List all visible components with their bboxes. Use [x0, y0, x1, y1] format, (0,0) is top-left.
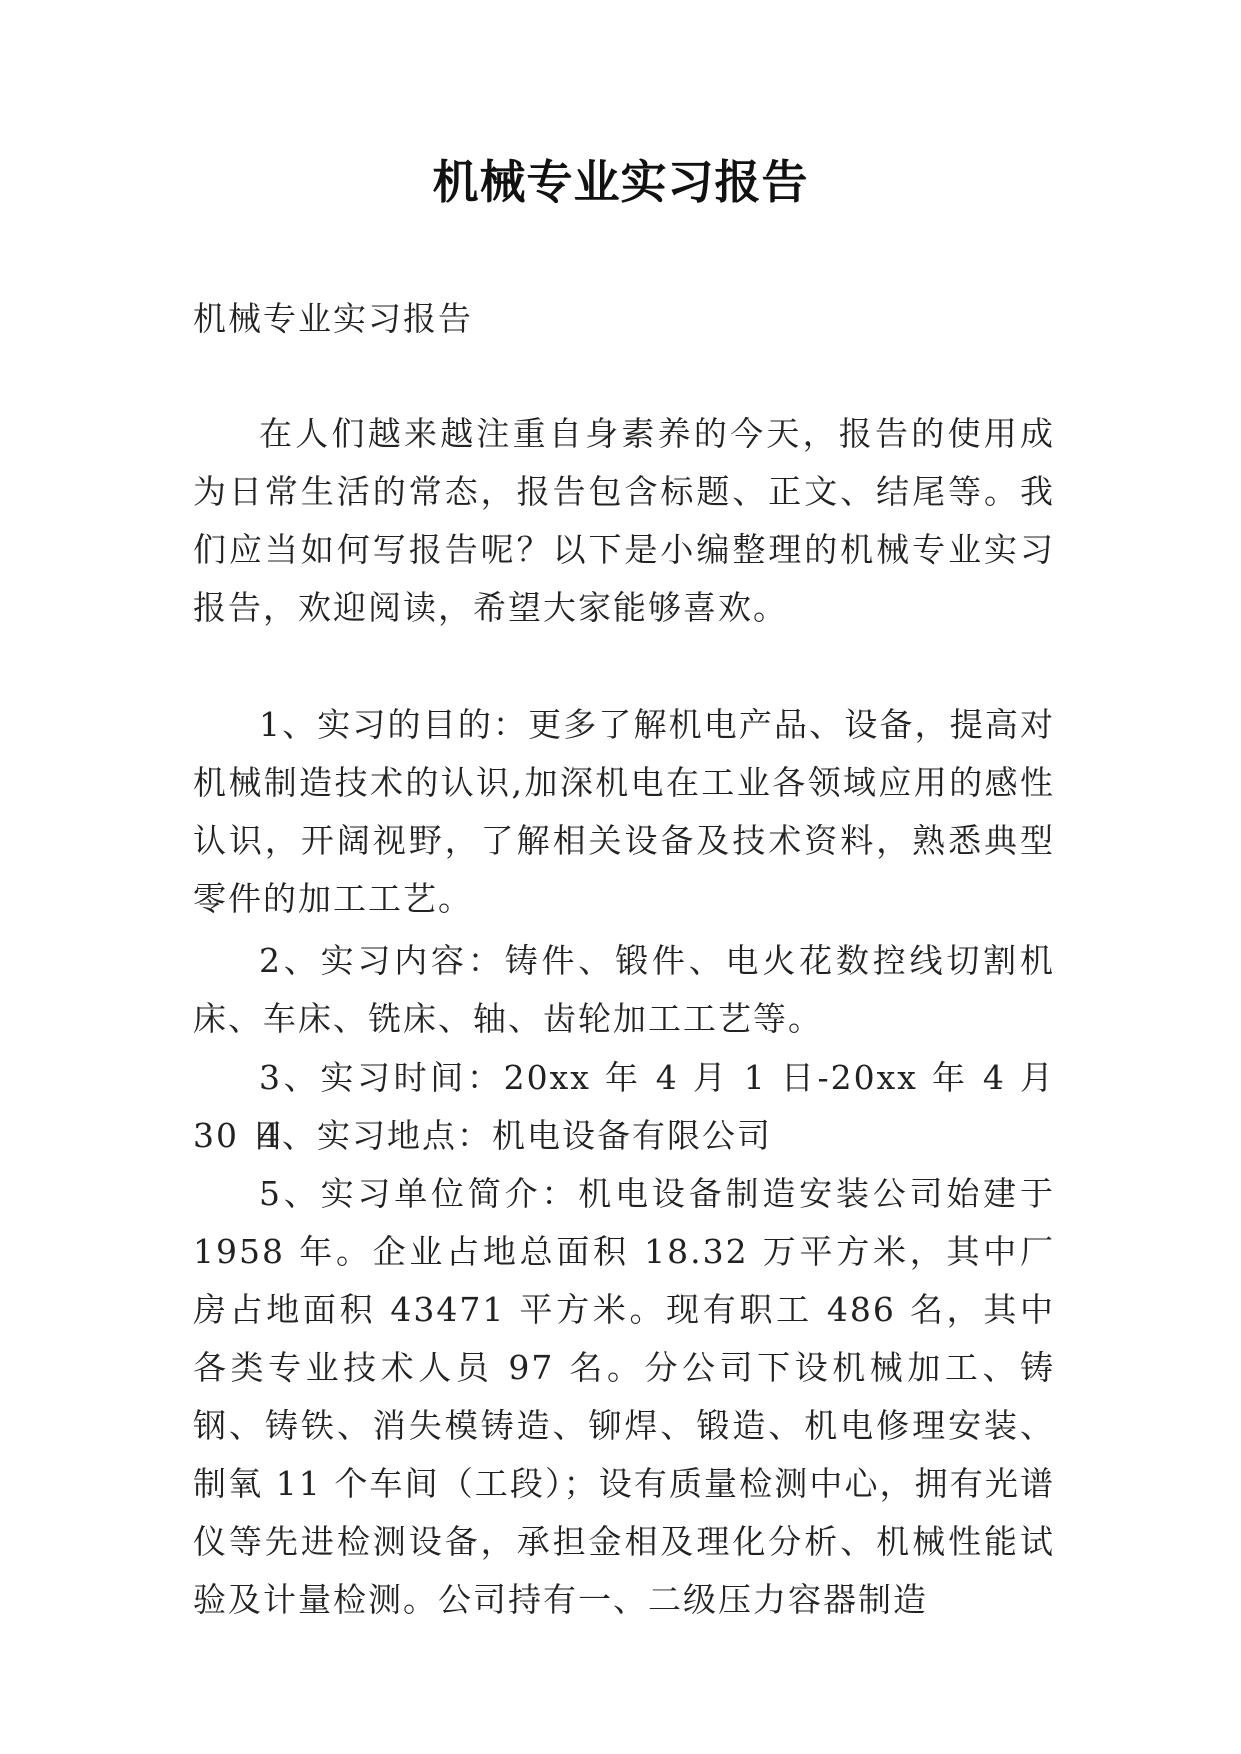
intro-paragraph: 在人们越来越注重自身素养的今天，报告的使用成为日常生活的常态，报告包含标题、正文、结尾等。我们应当如何写报告呢？以下是小编整理的机械专业实习报告，欢迎阅读，希望大家能够喜欢。 [193, 414, 1055, 627]
time-paragraph: 3、实习时间：20xx 年 4 月 1 日-20xx 年 4 月 30 日 [193, 1058, 1055, 1155]
company-intro-paragraph: 5、实习单位简介：机电设备制造安装公司始建于 1958 年。企业占地总面积 18.32 万平方米，其中厂房占地面积 43471 平方米。现有职工 486 名，其中各类专业技术人员 97 名。分公司下设机械加工、铸钢、铸铁、消失模铸造、铆焊、锻造、机电修理安装、制氧 11 个车间（工段）；设有质量检测中心，拥有光谱仪等先进检测设备，承担金相及理化分析、机械性能试验及计量检测。公司持有一、二级压力容器制造 [193, 1174, 1055, 1619]
purpose-paragraph: 1、实习的目的：更多了解机电产品、设备，提高对机械制造技术的认识,加深机电在工业各领域应用的感性认识，开阔视野，了解相关设备及技术资料，熟悉典型零件的加工工艺。 [193, 705, 1055, 918]
document-title: 机械专业实习报告 [432, 155, 809, 209]
content-paragraph: 2、实习内容：铸件、锻件、电火花数控线切割机床、车床、铣床、轴、齿轮加工工艺等。 [193, 941, 1055, 1038]
document-subtitle: 机械专业实习报告 [193, 299, 473, 338]
location-paragraph: 4、实习地点：机电设备有限公司 [259, 1116, 772, 1155]
